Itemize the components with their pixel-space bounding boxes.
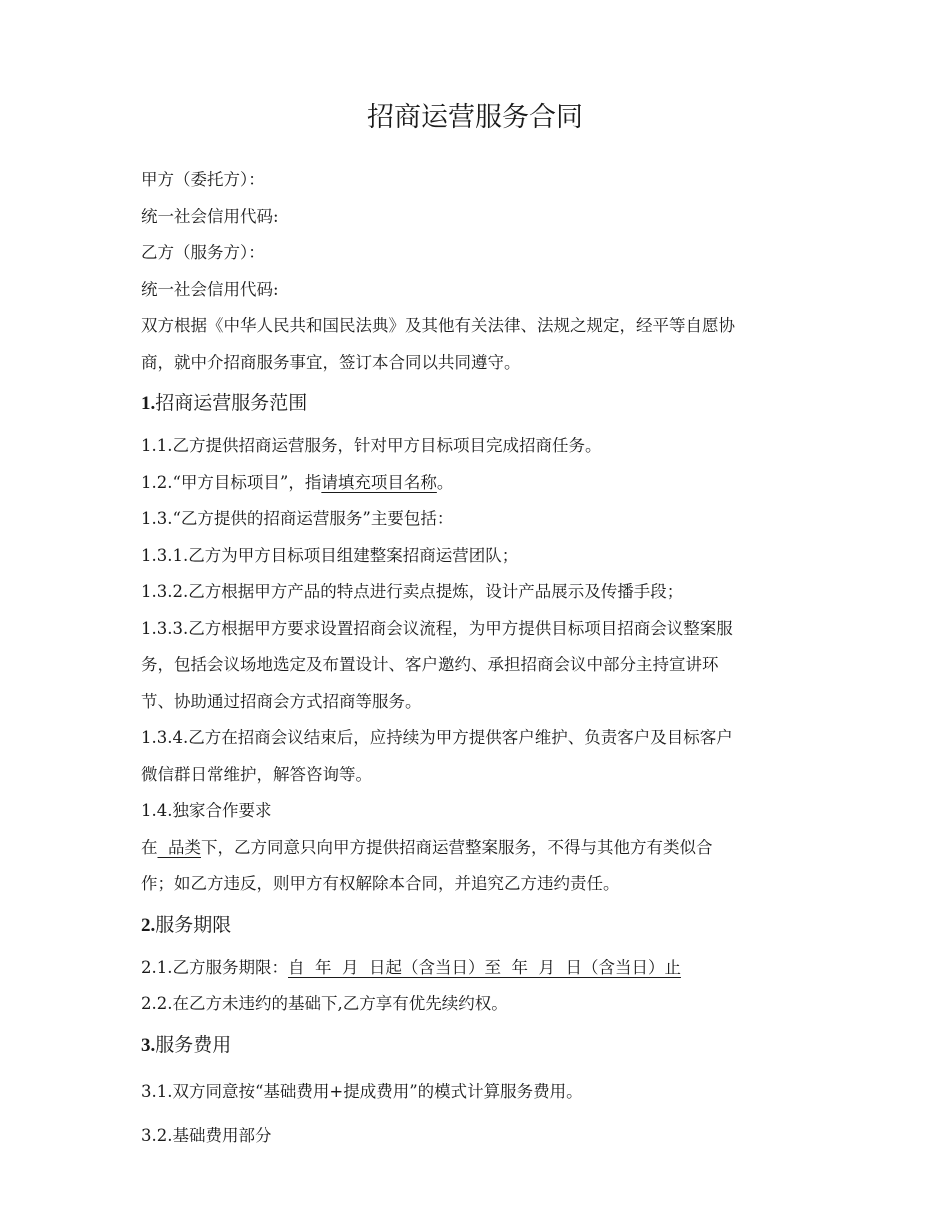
credit-code-b-line: 统一社会信用代码: [141,279,279,299]
clause-1-3-3-line-1: 1.3.3.乙方根据甲方要求设置招商会议流程，为甲方提供目标项目招商会议整案服 [141,618,733,638]
project-name-blank: 请填充项目名称 [321,472,437,492]
document-body [141,162,821,1155]
section-3-heading: 3.服务费用 [141,1033,232,1056]
section-2-heading: 2.服务期限 [141,913,232,936]
clause-1-3-3-line-3: 节、协助通过招商会方式招商等服务。 [141,691,422,711]
clause-2-1: 2.1.乙方服务期限：自 年 月 日起（含当日）至 年 月 日（含当日）止 [141,957,681,977]
clause-1-4-line-1: 在 品类下，乙方同意只向甲方提供招商运营整案服务，不得与其他方有类似合 [141,837,713,857]
clause-2-2: 2.2.在乙方未违约的基础下,乙方享有优先续约权。 [141,994,508,1013]
clause-3-1: 3.1.双方同意按“基础费用+提成费用”的模式计算服务费用。 [141,1081,583,1101]
category-blank: 品类 [157,837,201,857]
document-title: 招商运营服务合同 [367,102,583,133]
clause-1-4-line-2: 作；如乙方违反，则甲方有权解除本合同，并追究乙方违约责任。 [141,874,620,893]
clause-1-4: 1.4.独家合作要求 [141,801,272,820]
party-b-line: 乙方（服务方）： [141,243,265,262]
clause-1-3-3-line-2: 务，包括会议场地选定及布置设计、客户邀约、承担招商会议中部分主持宣讲环 [141,655,719,674]
clause-1-3-2: 1.3.2.乙方根据甲方产品的特点进行卖点提炼，设计产品展示及传播手段； [141,582,684,601]
clause-1-3-4-line-1: 1.3.4.乙方在招商会议结束后，应持续为甲方提供客户维护、负责客户及目标客户 [141,728,733,747]
clause-1-1: 1.1.乙方提供招商运营服务，针对甲方目标项目完成招商任务。 [141,436,602,455]
preamble-line-1: 双方根据《中华人民共和国民法典》及其他有关法律、法规之规定，经平等自愿协 [141,316,735,335]
section-1-heading: 1.招商运营服务范围 [141,392,308,414]
clause-3-2: 3.2.基础费用部分 [141,1126,272,1145]
clause-1-3: 1.3.“乙方提供的招商运营服务”主要包括： [141,509,454,528]
preamble-line-2: 商，就中介招商服务事宜，签订本合同以共同遵守。 [141,352,521,372]
clause-1-3-1: 1.3.1.乙方为甲方目标项目组建整案招商运营团队； [141,545,519,565]
party-a-line: 甲方（委托方）： [141,170,265,189]
service-period-blank: 自 年 月 日起（含当日）至 年 月 日（含当日）止 [288,957,681,977]
credit-code-a-line: 统一社会信用代码: [141,206,279,226]
clause-1-2: 1.2.“甲方目标项目”，指请填充项目名称。 [141,472,454,492]
clause-1-3-4-line-2: 微信群日常维护，解答咨询等。 [141,764,372,784]
